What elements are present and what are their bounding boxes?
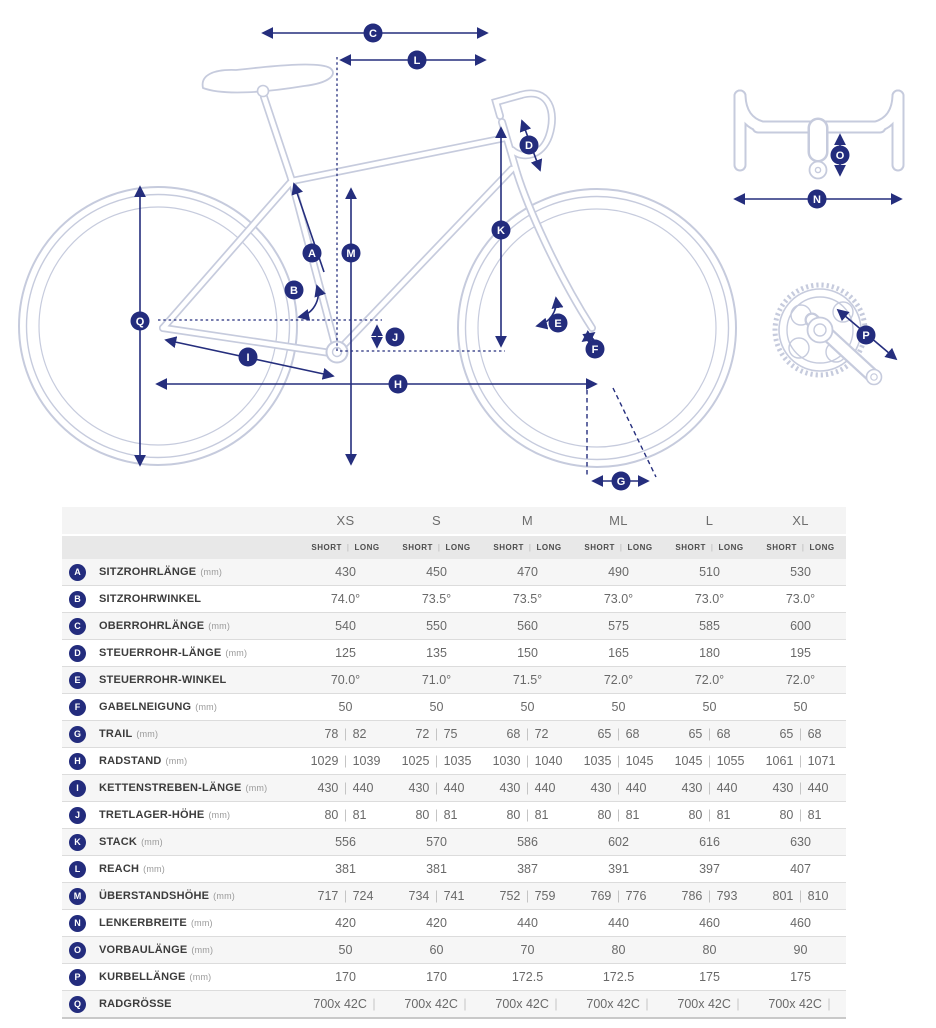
row-label: STEUERROHR-WINKEL: [99, 674, 227, 686]
value-p-ml: 172.5: [602, 970, 635, 984]
marker-g-badge: [612, 472, 631, 491]
value-d-xs: 125: [335, 646, 356, 660]
row-unit: (mm): [141, 837, 163, 847]
variant-header-m: [482, 543, 573, 552]
geometry-row-g: [62, 721, 846, 748]
size-header-row: [62, 507, 846, 534]
frame-tubes: [163, 93, 592, 354]
row-label-cell: [62, 645, 300, 662]
row-unit: (mm): [213, 891, 235, 901]
geometry-row-o: [62, 937, 846, 964]
value-n-xs: 420: [335, 916, 356, 930]
value-e-s: 71.0°: [421, 673, 452, 687]
value-separator: |: [707, 754, 712, 768]
value-o-m: 70: [520, 943, 535, 957]
variant-short-label: SHORT: [493, 543, 524, 552]
svg-text:P: P: [862, 330, 870, 342]
value-a-xl: 530: [790, 565, 811, 579]
value-j-s: 80 | 81: [415, 808, 458, 822]
svg-text:D: D: [525, 140, 533, 152]
value-separator: |: [645, 997, 649, 1011]
svg-text:N: N: [813, 194, 821, 206]
marker-j-badge: [386, 328, 405, 347]
marker-h-badge: [389, 375, 408, 394]
variant-long-label: LONG: [718, 543, 744, 552]
value-h-m: 1030 | 1040: [492, 754, 563, 768]
letter-badge-m: M: [69, 888, 86, 905]
letter-badge-h: H: [69, 753, 86, 770]
variant-header-row: [62, 536, 846, 559]
value-g-m: 68 | 72: [506, 727, 549, 741]
value-separator: |: [616, 781, 621, 795]
variant-header-s: [391, 543, 482, 552]
row-label-cell: [62, 726, 300, 743]
letter-badge-k: K: [69, 834, 86, 851]
row-label-cell: [62, 807, 300, 824]
letter-badge-b: B: [69, 591, 86, 608]
row-unit: (mm): [189, 972, 212, 982]
value-n-ml: 440: [608, 916, 629, 930]
svg-text:Q: Q: [135, 316, 145, 328]
row-label-cell: [62, 996, 300, 1013]
value-j-ml: 80 | 81: [597, 808, 640, 822]
value-n-s: 420: [426, 916, 447, 930]
value-d-ml: 165: [608, 646, 629, 660]
value-i-l: 430 | 440: [681, 781, 738, 795]
row-unit: (mm): [165, 756, 188, 766]
value-separator: |: [343, 889, 348, 903]
value-h-xs: 1029 | 1039: [310, 754, 381, 768]
row-unit: (mm): [136, 729, 159, 739]
row-label: TRAIL (mm): [99, 728, 159, 740]
value-a-xs: 430: [335, 565, 356, 579]
value-i-s: 430 | 440: [408, 781, 465, 795]
row-unit: (mm): [200, 567, 223, 577]
value-a-s: 450: [426, 565, 447, 579]
svg-text:G: G: [616, 476, 626, 488]
value-separator: |: [434, 781, 439, 795]
variant-short-label: SHORT: [584, 543, 615, 552]
value-q-ml: 700x 42C |: [586, 997, 649, 1011]
row-label-cell: [62, 888, 300, 905]
size-header-xs: XS: [336, 513, 355, 528]
value-separator: |: [616, 727, 621, 741]
marker-n-badge: [808, 190, 827, 209]
size-header-ml: ML: [609, 513, 628, 528]
variant-separator: |: [437, 543, 441, 552]
value-b-s: 73.5°: [421, 592, 452, 606]
row-unit: (mm): [208, 810, 231, 820]
variant-separator: |: [710, 543, 714, 552]
value-h-l: 1045 | 1055: [674, 754, 745, 768]
geometry-row-p: [62, 964, 846, 991]
value-k-s: 570: [426, 835, 447, 849]
value-separator: |: [707, 781, 712, 795]
bike-line-art: [19, 64, 898, 467]
value-o-ml: 80: [611, 943, 626, 957]
row-unit: (mm): [143, 864, 165, 874]
value-e-xs: 70.0°: [330, 673, 361, 687]
value-separator: |: [798, 754, 803, 768]
value-b-ml: 73.0°: [603, 592, 634, 606]
value-b-xl: 73.0°: [785, 592, 816, 606]
value-separator: |: [798, 781, 803, 795]
letter-badge-q: Q: [69, 996, 86, 1013]
svg-text:J: J: [391, 332, 399, 344]
value-p-l: 175: [699, 970, 720, 984]
value-i-xl: 430 | 440: [772, 781, 829, 795]
marker-q-badge: [131, 312, 150, 331]
trail-steering-dashed: [613, 388, 656, 477]
value-j-xs: 80 | 81: [324, 808, 367, 822]
value-i-m: 430 | 440: [499, 781, 556, 795]
variant-header-l: [664, 543, 755, 552]
value-f-m: 50: [520, 700, 535, 714]
value-h-s: 1025 | 1035: [401, 754, 472, 768]
value-l-xs: 381: [335, 862, 356, 876]
svg-text:M: M: [346, 248, 356, 260]
value-separator: |: [463, 997, 467, 1011]
row-label: REACH (mm): [99, 863, 165, 875]
value-i-xs: 430 | 440: [317, 781, 374, 795]
value-separator: |: [707, 808, 712, 822]
value-f-l: 50: [702, 700, 717, 714]
geometry-row-j: [62, 802, 846, 829]
value-p-m: 172.5: [511, 970, 544, 984]
svg-text:L: L: [413, 55, 421, 67]
value-l-xl: 407: [790, 862, 811, 876]
seatpost-clamp: [258, 86, 269, 97]
value-m-s: 734 | 741: [408, 889, 465, 903]
value-separator: |: [616, 808, 621, 822]
svg-text:F: F: [591, 344, 599, 356]
variant-long-label: LONG: [354, 543, 380, 552]
value-m-xl: 801 | 810: [772, 889, 829, 903]
value-separator: |: [434, 808, 439, 822]
svg-text:K: K: [497, 225, 505, 237]
row-unit: (mm): [225, 648, 248, 658]
variant-separator: |: [528, 543, 532, 552]
value-n-xl: 460: [790, 916, 811, 930]
value-o-xs: 50: [338, 943, 353, 957]
value-separator: |: [434, 727, 439, 741]
value-separator: |: [736, 997, 740, 1011]
marker-o-badge: [831, 146, 850, 165]
row-label: VORBAULÄNGE (mm): [99, 944, 214, 956]
geometry-row-l: [62, 856, 846, 883]
marker-e-badge: [549, 314, 568, 333]
geometry-row-f: [62, 694, 846, 721]
value-separator: |: [798, 727, 803, 741]
value-a-m: 470: [517, 565, 538, 579]
value-m-m: 752 | 759: [499, 889, 556, 903]
variant-long-label: LONG: [627, 543, 653, 552]
value-d-s: 135: [426, 646, 447, 660]
variant-long-label: LONG: [809, 543, 835, 552]
variant-separator: |: [801, 543, 805, 552]
row-label: OBERROHRLÄNGE (mm): [99, 620, 231, 632]
value-g-xl: 65 | 68: [779, 727, 822, 741]
variant-separator: |: [619, 543, 623, 552]
value-p-xl: 175: [790, 970, 811, 984]
value-l-s: 381: [426, 862, 447, 876]
letter-badge-n: N: [69, 915, 86, 932]
value-b-m: 73.5°: [512, 592, 543, 606]
row-label-cell: [62, 834, 300, 851]
letter-badge-p: P: [69, 969, 86, 986]
marker-d-badge: [520, 136, 539, 155]
value-separator: |: [525, 808, 530, 822]
value-separator: |: [616, 754, 621, 768]
geometry-row-e: [62, 667, 846, 694]
marker-l-badge: [408, 51, 427, 70]
variant-short-label: SHORT: [675, 543, 706, 552]
value-n-l: 460: [699, 916, 720, 930]
letter-badge-o: O: [69, 942, 86, 959]
row-unit: (mm): [208, 621, 231, 631]
value-c-ml: 575: [608, 619, 629, 633]
value-separator: |: [707, 727, 712, 741]
value-e-m: 71.5°: [512, 673, 543, 687]
row-label: KETTENSTREBEN-LÄNGE (mm): [99, 782, 268, 794]
value-a-l: 510: [699, 565, 720, 579]
row-unit: (mm): [190, 918, 213, 928]
value-separator: |: [707, 889, 712, 903]
row-label: SITZROHRWINKEL: [99, 593, 202, 605]
value-separator: |: [343, 727, 348, 741]
geometry-row-i: [62, 775, 846, 802]
row-unit: (mm): [245, 783, 268, 793]
geometry-row-b: [62, 586, 846, 613]
geometry-row-d: [62, 640, 846, 667]
value-separator: |: [343, 781, 348, 795]
letter-badge-a: A: [69, 564, 86, 581]
value-j-m: 80 | 81: [506, 808, 549, 822]
dim-line-f: [583, 333, 594, 341]
letter-badge-f: F: [69, 699, 86, 716]
value-f-xl: 50: [793, 700, 808, 714]
variant-short-label: SHORT: [402, 543, 433, 552]
value-l-l: 397: [699, 862, 720, 876]
row-label-cell: [62, 753, 300, 770]
value-separator: |: [525, 889, 530, 903]
value-separator: |: [798, 889, 803, 903]
value-g-s: 72 | 75: [415, 727, 458, 741]
svg-text:I: I: [246, 352, 250, 364]
value-q-m: 700x 42C |: [495, 997, 558, 1011]
marker-f-badge: [586, 340, 605, 359]
value-separator: |: [372, 997, 376, 1011]
value-m-xs: 717 | 724: [317, 889, 374, 903]
value-separator: |: [554, 997, 558, 1011]
value-q-s: 700x 42C |: [404, 997, 467, 1011]
letter-badge-g: G: [69, 726, 86, 743]
svg-text:B: B: [290, 285, 298, 297]
value-d-xl: 195: [790, 646, 811, 660]
row-label-cell: [62, 861, 300, 878]
marker-k-badge: [492, 221, 511, 240]
geometry-row-k: [62, 829, 846, 856]
size-header-l: L: [705, 513, 714, 528]
letter-badge-j: J: [69, 807, 86, 824]
value-b-xs: 74.0°: [330, 592, 361, 606]
row-label-cell: [62, 942, 300, 959]
handlebar-top-view: [740, 96, 898, 179]
value-i-ml: 430 | 440: [590, 781, 647, 795]
value-e-xl: 72.0°: [785, 673, 816, 687]
value-o-l: 80: [702, 943, 717, 957]
value-h-xl: 1061 | 1071: [765, 754, 836, 768]
value-separator: |: [525, 754, 530, 768]
value-b-l: 73.0°: [694, 592, 725, 606]
value-separator: |: [827, 997, 831, 1011]
row-label: STACK (mm): [99, 836, 163, 848]
value-separator: |: [343, 808, 348, 822]
row-label-cell: [62, 780, 300, 797]
value-a-ml: 490: [608, 565, 629, 579]
geometry-row-h: [62, 748, 846, 775]
value-m-ml: 769 | 776: [590, 889, 647, 903]
value-e-ml: 72.0°: [603, 673, 634, 687]
geometry-row-n: [62, 910, 846, 937]
row-label-cell: [62, 699, 300, 716]
geometry-table: [62, 507, 846, 1019]
bike-geometry-diagram: [0, 0, 936, 505]
marker-m-badge: [342, 244, 361, 263]
value-c-xs: 540: [335, 619, 356, 633]
size-header-s: S: [432, 513, 441, 528]
value-g-ml: 65 | 68: [597, 727, 640, 741]
value-p-xs: 170: [335, 970, 356, 984]
value-g-xs: 78 | 82: [324, 727, 367, 741]
row-unit: (mm): [195, 702, 218, 712]
variant-header-xl: [755, 543, 846, 552]
variant-header-xs: [300, 543, 391, 552]
geometry-row-a: [62, 559, 846, 586]
value-separator: |: [525, 781, 530, 795]
value-g-l: 65 | 68: [688, 727, 731, 741]
value-j-xl: 80 | 81: [779, 808, 822, 822]
row-label-cell: [62, 915, 300, 932]
value-j-l: 80 | 81: [688, 808, 731, 822]
value-c-m: 560: [517, 619, 538, 633]
rear-wheel: [19, 187, 297, 465]
value-e-l: 72.0°: [694, 673, 725, 687]
value-k-xl: 630: [790, 835, 811, 849]
marker-p-badge: [857, 326, 876, 345]
row-label: STEUERROHR-LÄNGE (mm): [99, 647, 248, 659]
variant-short-label: SHORT: [766, 543, 797, 552]
value-k-l: 616: [699, 835, 720, 849]
value-separator: |: [343, 754, 348, 768]
value-separator: |: [434, 889, 439, 903]
value-f-s: 50: [429, 700, 444, 714]
letter-badge-d: D: [69, 645, 86, 662]
value-k-m: 586: [517, 835, 538, 849]
marker-a-badge: [303, 244, 322, 263]
row-unit: (mm): [191, 945, 214, 955]
row-label: RADSTAND (mm): [99, 755, 188, 767]
value-separator: |: [616, 889, 621, 903]
value-separator: |: [525, 727, 530, 741]
row-label: ÜBERSTANDSHÖHE (mm): [99, 890, 235, 902]
variant-long-label: LONG: [445, 543, 471, 552]
svg-text:C: C: [369, 28, 377, 40]
size-header-m: M: [521, 513, 534, 528]
size-header-xl: XL: [792, 513, 809, 528]
row-label: GABELNEIGUNG (mm): [99, 701, 218, 713]
geometry-row-c: [62, 613, 846, 640]
geometry-row-q: [62, 991, 846, 1019]
svg-text:E: E: [554, 318, 562, 330]
value-separator: |: [798, 808, 803, 822]
value-c-xl: 600: [790, 619, 811, 633]
geometry-row-m: [62, 883, 846, 910]
variant-short-label: SHORT: [311, 543, 342, 552]
letter-badge-i: I: [69, 780, 86, 797]
value-p-s: 170: [426, 970, 447, 984]
value-l-ml: 391: [608, 862, 629, 876]
letter-badge-e: E: [69, 672, 86, 689]
marker-c-badge: [364, 24, 383, 43]
value-k-ml: 602: [608, 835, 629, 849]
row-label-cell: [62, 672, 300, 689]
value-o-xl: 90: [793, 943, 808, 957]
svg-text:A: A: [308, 248, 316, 260]
value-c-l: 585: [699, 619, 720, 633]
row-label: RADGRÖSSE: [99, 998, 172, 1010]
row-label: KURBELLÄNGE (mm): [99, 971, 212, 983]
value-f-xs: 50: [338, 700, 353, 714]
marker-i-badge: [239, 348, 258, 367]
value-l-m: 387: [517, 862, 538, 876]
letter-badge-l: L: [69, 861, 86, 878]
row-label-cell: [62, 564, 300, 581]
value-separator: |: [434, 754, 439, 768]
value-m-l: 786 | 793: [681, 889, 738, 903]
value-n-m: 440: [517, 916, 538, 930]
svg-text:O: O: [835, 150, 845, 162]
variant-header-ml: [573, 543, 664, 552]
value-k-xs: 556: [335, 835, 356, 849]
value-d-m: 150: [517, 646, 538, 660]
row-label: SITZROHRLÄNGE (mm): [99, 566, 223, 578]
row-label-cell: [62, 618, 300, 635]
row-label: LENKERBREITE (mm): [99, 917, 213, 929]
value-q-xs: 700x 42C |: [313, 997, 376, 1011]
letter-badge-c: C: [69, 618, 86, 635]
marker-b-badge: [285, 281, 304, 300]
value-q-l: 700x 42C |: [677, 997, 740, 1011]
value-c-s: 550: [426, 619, 447, 633]
value-q-xl: 700x 42C |: [768, 997, 831, 1011]
value-o-s: 60: [429, 943, 444, 957]
variant-separator: |: [346, 543, 350, 552]
value-h-ml: 1035 | 1045: [583, 754, 654, 768]
row-label-cell: [62, 969, 300, 986]
svg-text:H: H: [394, 379, 402, 391]
variant-long-label: LONG: [536, 543, 562, 552]
row-label: TRETLAGER-HÖHE (mm): [99, 809, 231, 821]
value-d-l: 180: [699, 646, 720, 660]
row-label-cell: [62, 591, 300, 608]
value-f-ml: 50: [611, 700, 626, 714]
